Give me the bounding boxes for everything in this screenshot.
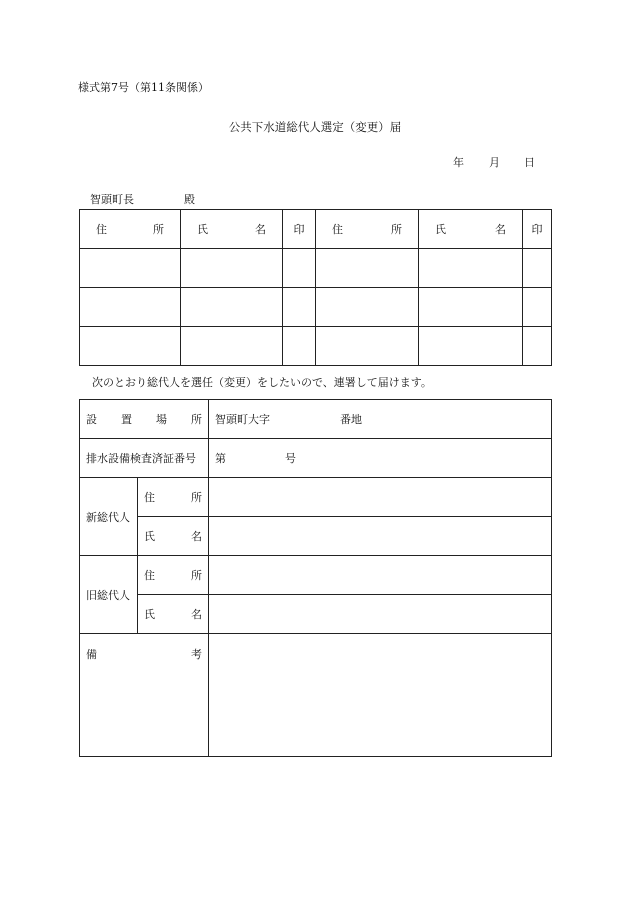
signer-seal-cell[interactable] (523, 327, 552, 366)
remarks-row (80, 634, 552, 757)
signer-seal-cell[interactable] (283, 249, 316, 288)
signer-name-cell[interactable] (181, 249, 283, 288)
signer-address-cell[interactable] (80, 288, 181, 327)
new-rep-name-row (80, 517, 552, 556)
signer-row (80, 327, 552, 366)
addressee-name: 智頭町長 (90, 193, 134, 206)
old-rep-label: 旧総代人 (80, 556, 138, 634)
old-rep-name-row (80, 595, 552, 634)
remarks-label: 備 考 (80, 634, 209, 757)
inspection-suffix: 号 (285, 452, 296, 465)
signer-name-cell[interactable] (181, 327, 283, 366)
signer-name-cell[interactable] (181, 288, 283, 327)
signer-address-cell[interactable] (316, 327, 419, 366)
signer-seal-cell[interactable] (523, 249, 552, 288)
header-address-1: 住 所 (80, 210, 181, 249)
new-rep-name-label: 氏 名 (138, 517, 209, 556)
header-address-2: 住 所 (316, 210, 419, 249)
location-label: 設 置 場 所 (80, 400, 209, 439)
location-row (80, 400, 552, 439)
signer-address-cell[interactable] (80, 249, 181, 288)
header-seal-2: 印 (523, 210, 552, 249)
date-month-label: 月 (489, 156, 500, 169)
new-rep-address-value[interactable] (209, 478, 552, 517)
location-suffix: 番地 (340, 413, 362, 426)
signer-seal-cell[interactable] (523, 288, 552, 327)
date-day-label: 日 (524, 156, 535, 169)
header-name-2: 氏 名 (419, 210, 523, 249)
signers-table (79, 209, 552, 366)
old-rep-name-value[interactable] (209, 595, 552, 634)
new-rep-address-label: 住 所 (138, 478, 209, 517)
inspection-row (80, 439, 552, 478)
signer-name-cell[interactable] (419, 288, 523, 327)
statement-text: 次のとおり総代人を選任（変更）をしたいので、連署して届けます。 (92, 376, 432, 389)
old-rep-address-value[interactable] (209, 556, 552, 595)
new-rep-address-row (80, 478, 552, 517)
old-rep-address-row (80, 556, 552, 595)
new-rep-label: 新総代人 (80, 478, 138, 556)
header-name-1: 氏 名 (181, 210, 283, 249)
signer-row (80, 288, 552, 327)
inspection-label: 排水設備検査済証番号 (80, 439, 209, 478)
remarks-value[interactable] (209, 634, 552, 757)
signer-address-cell[interactable] (316, 288, 419, 327)
signer-seal-cell[interactable] (283, 327, 316, 366)
signer-address-cell[interactable] (316, 249, 419, 288)
date-year-label: 年 (453, 156, 464, 169)
header-seal-1: 印 (283, 210, 316, 249)
old-rep-name-label: 氏 名 (138, 595, 209, 634)
details-table (79, 399, 552, 757)
location-prefix: 智頭町大字 (215, 413, 270, 426)
signer-address-cell[interactable] (80, 327, 181, 366)
inspection-value[interactable] (209, 439, 552, 478)
old-rep-address-label: 住 所 (138, 556, 209, 595)
document-title: 公共下水道総代人選定（変更）届 (228, 120, 402, 134)
new-rep-name-value[interactable] (209, 517, 552, 556)
addressee-suffix: 殿 (184, 193, 195, 206)
location-value[interactable] (209, 400, 552, 439)
signer-name-cell[interactable] (419, 327, 523, 366)
inspection-prefix: 第 (215, 452, 226, 465)
signers-header-row (80, 210, 552, 249)
signer-row (80, 249, 552, 288)
signer-name-cell[interactable] (419, 249, 523, 288)
form-number: 様式第7号（第11条関係） (78, 81, 209, 94)
signer-seal-cell[interactable] (283, 288, 316, 327)
